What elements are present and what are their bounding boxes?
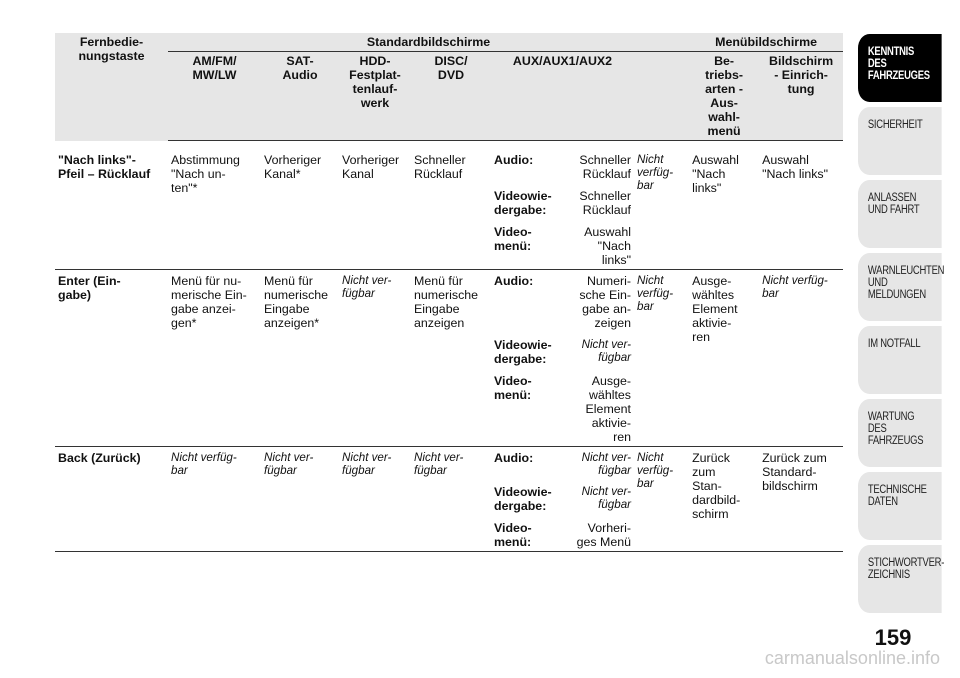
chapter-tab-4[interactable]	[858, 253, 945, 321]
bildschirm-cell: Zurück zum Standard- bildschirm	[759, 446, 843, 551]
aux-label: Video- menü:	[491, 368, 572, 447]
sat-cell: Nicht ver- fügbar	[261, 446, 339, 551]
hdd-cell: Nicht ver- fügbar	[339, 269, 411, 446]
chapter-tab-7[interactable]	[858, 472, 942, 540]
aux-label: Videowie- dergabe:	[494, 337, 552, 366]
betriebsarten-cell: Ausge- wähltes Element aktivie- ren	[689, 269, 759, 446]
aux-value: Schneller Rücklauf	[579, 188, 631, 217]
chapter-tab-bar	[858, 34, 960, 622]
chapter-tab-label: TECHNISCHE DATEN	[867, 484, 927, 508]
hdd-cell: Vorheriger Kanal	[339, 149, 411, 270]
aux-value: Vorheri- ges Menü	[572, 515, 634, 552]
chapter-tab-label: IM NOTFALL	[867, 338, 921, 350]
header-aux: AUX/AUX1/AUX2	[491, 52, 634, 141]
aux-value: Nicht ver- fügbar	[581, 450, 631, 477]
aux-value: Auswahl "Nach links"	[572, 219, 634, 270]
aux-label: Video- menü:	[491, 515, 572, 552]
aux-label: Video- menü:	[491, 219, 572, 270]
header-hdd: HDD- Festplat- tenlauf- werk	[339, 52, 411, 141]
header-fernbedienung: Fernbedie- nungstaste	[78, 35, 145, 63]
table-row	[55, 269, 843, 332]
hdd-cell: Nicht ver- fügbar	[339, 446, 411, 551]
aux-value: Numeri- sche Ein- gabe an- zeigen	[579, 273, 631, 330]
betriebsarten-cell: Auswahl "Nach links"	[689, 149, 759, 270]
chapter-tab-3[interactable]	[858, 180, 942, 248]
key-cell: "Nach links"- Pfeil – Rücklauf	[55, 149, 168, 270]
sat-cell: Menü für numerische Eingabe anzeigen*	[261, 269, 339, 446]
na-cell: Nicht verfüg- bar	[634, 446, 689, 551]
header-bildschirm: Bildschirm - Einrich- tung	[759, 52, 843, 141]
bildschirm-cell: Auswahl "Nach links"	[759, 149, 843, 270]
header-blank	[634, 52, 689, 141]
chapter-tab-label: STICHWORTVER- ZEICHNIS	[867, 557, 945, 581]
chapter-tab-8[interactable]	[858, 545, 945, 613]
header-disc: DISC/ DVD	[411, 52, 491, 141]
table-row	[55, 446, 843, 479]
header-betriebsarten: Be- triebs- arten - Aus- wahl- menü	[689, 52, 759, 141]
aux-value: Nicht ver- fügbar	[581, 484, 631, 511]
am-cell: Abstimmung "Nach un- ten"*	[168, 149, 261, 270]
key-cell: Back (Zurück)	[55, 446, 168, 551]
header-standard: Standardbildschirme	[168, 33, 689, 52]
chapter-tab-label: SICHERHEIT	[867, 119, 923, 131]
chapter-tab-label: KENNTNIS DES FAHRZEUGES	[867, 46, 930, 82]
chapter-tab-label: WARNLEUCHTEN UND MELDUNGEN	[867, 265, 945, 301]
header-am: AM/FM/ MW/LW	[168, 52, 261, 141]
chapter-tab-label: ANLASSEN UND FAHRT	[867, 192, 920, 216]
aux-label: Audio:	[494, 273, 534, 288]
aux-value: Schneller Rücklauf	[579, 152, 631, 181]
table-row	[55, 149, 843, 183]
na-cell: Nicht verfüg- bar	[634, 149, 689, 270]
chapter-tab-label: WARTUNG DES FAHRZEUGS	[867, 411, 924, 447]
disc-cell: Nicht ver- fügbar	[411, 446, 491, 551]
aux-label: Videowie- dergabe:	[494, 188, 552, 217]
aux-label: Audio:	[494, 450, 534, 465]
na-cell: Nicht verfüg- bar	[634, 269, 689, 446]
page-number: 159	[874, 625, 912, 650]
header-menu: Menübildschirme	[689, 33, 843, 52]
chapter-tab-5[interactable]	[858, 326, 942, 394]
key-cell: Enter (Ein- gabe)	[55, 269, 168, 446]
aux-value: Ausge- wähltes Element aktivie- ren	[572, 368, 634, 447]
am-cell: Menü für nu- merische Ein- gabe anzei- gen*	[168, 269, 261, 446]
betriebsarten-cell: Zurück zum Stan- dardbild- schirm	[689, 446, 759, 551]
sat-cell: Vorheriger Kanal*	[261, 149, 339, 270]
chapter-tab-6[interactable]	[858, 399, 942, 467]
bildschirm-cell: Nicht verfüg- bar	[759, 269, 843, 446]
controls-table	[55, 33, 843, 552]
am-cell: Nicht verfüg- bar	[168, 446, 261, 551]
chapter-tab-1[interactable]	[858, 34, 942, 102]
chapter-tab-2[interactable]	[858, 107, 942, 175]
disc-cell: Menü für numerische Eingabe anzeigen	[411, 269, 491, 446]
watermark: carmanualsonline.info	[764, 648, 940, 668]
aux-label: Videowie- dergabe:	[494, 484, 552, 513]
disc-cell: Schneller Rücklauf	[411, 149, 491, 270]
aux-label: Audio:	[494, 152, 534, 167]
aux-value: Nicht ver- fügbar	[581, 337, 631, 364]
header-sat: SAT- Audio	[261, 52, 339, 141]
